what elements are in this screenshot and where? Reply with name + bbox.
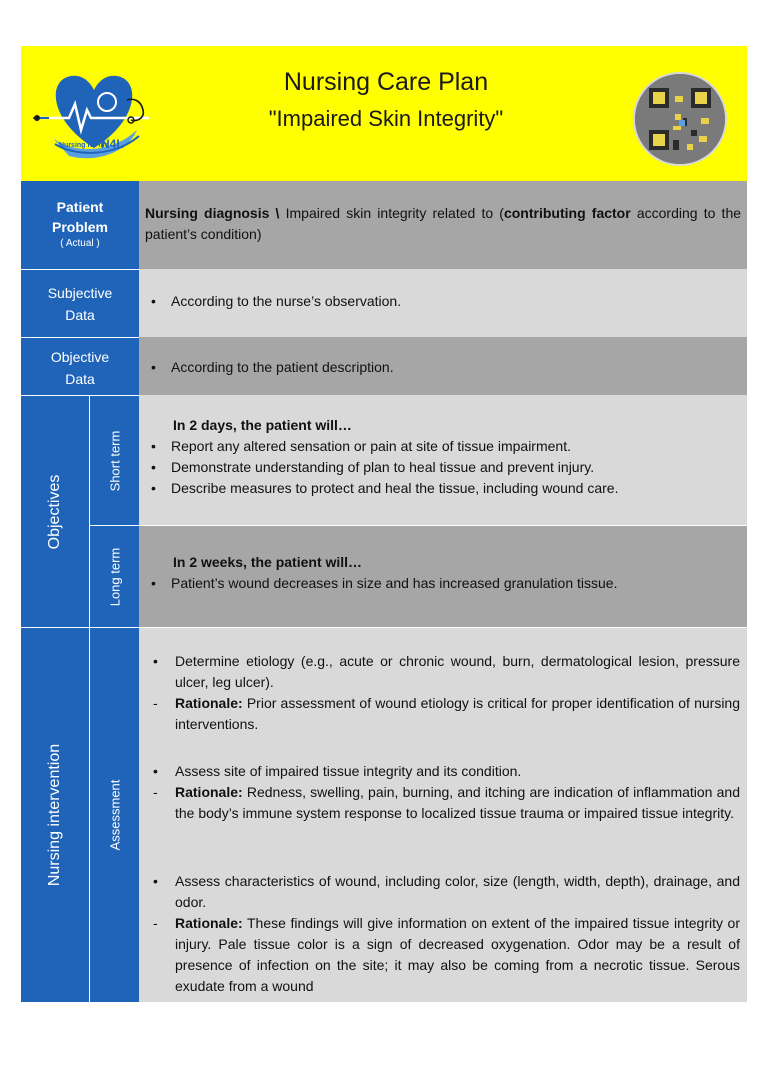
contributing-factor: contributing factor bbox=[503, 205, 631, 221]
objectives-label: Objectives bbox=[46, 474, 63, 549]
diagnosis-label: Nursing diagnosis \ bbox=[145, 205, 280, 221]
subjective-data-row bbox=[21, 269, 747, 337]
short-term-item: • Demonstrate understanding of plan to heal tissue and prevent injury. bbox=[171, 457, 594, 478]
nursing-logo-icon bbox=[29, 60, 159, 170]
objective-data-row bbox=[21, 337, 747, 395]
short-term-lead: In 2 days, the patient will… bbox=[173, 417, 352, 433]
subjective-label-line1: Subjective bbox=[47, 285, 113, 301]
logo-text-left: Nursing for life bbox=[59, 142, 109, 149]
patient-problem-label-sub: ( Actual ) bbox=[60, 238, 100, 249]
diagnosis-text: Impaired skin integrity related to ( bbox=[279, 205, 504, 221]
rationale-text: Redness, swelling, pain, burning, and itching are indication of inflammation and the body’s immune system response to localized tissue trauma or impaired tissue integrity. bbox=[175, 784, 740, 821]
subjective-data-cell bbox=[139, 269, 747, 337]
qr-code-icon bbox=[635, 74, 725, 164]
patient-problem-label bbox=[21, 181, 139, 269]
care-plan-page bbox=[21, 46, 747, 1002]
nursing-intervention-label: Nursing intervention bbox=[46, 743, 63, 887]
page-subtitle: "Impaired Skin Integrity" bbox=[268, 106, 504, 131]
short-term-item: • Describe measures to protect and heal the tissue, including wound care. bbox=[171, 478, 618, 499]
rationale-label: Rationale: bbox=[175, 784, 243, 800]
assessment-rationale bbox=[175, 913, 740, 997]
long-term-label-cell bbox=[89, 525, 139, 627]
objective-data-cell bbox=[139, 337, 747, 395]
short-term-label: Short term bbox=[107, 430, 122, 491]
short-term-item: • Report any altered sensation or pain at site of tissue impairment. bbox=[171, 436, 571, 457]
assessment-rationale bbox=[175, 782, 740, 824]
short-term-cell bbox=[139, 395, 747, 525]
nursing-diagnosis-cell bbox=[139, 181, 747, 269]
rationale-label: Rationale: bbox=[175, 695, 243, 711]
nursing-intervention-label-cell bbox=[21, 627, 89, 1002]
long-term-label: Long term bbox=[107, 547, 122, 606]
patient-problem-row bbox=[21, 181, 747, 269]
objectives-label-cell bbox=[21, 395, 89, 627]
header-banner bbox=[21, 46, 747, 181]
logo-text-right: N4L bbox=[101, 137, 124, 151]
assessment-action: • Assess site of impaired tissue integrity and its condition. bbox=[175, 761, 740, 782]
diagnosis-tail: according to the patient’s condition) bbox=[145, 205, 742, 242]
patient-problem-label-line2: Problem bbox=[51, 219, 108, 235]
objective-bullet: • According to the patient description. bbox=[171, 357, 394, 378]
assessment-action: • Assess characteristics of wound, including color, size (length, width, depth), drainage, and odor. bbox=[175, 871, 740, 913]
rationale-text: These findings will give information on extent of the impaired tissue integrity or injury. Pale tissue color is a sign of decreased oxygenation. Odor may be a result of presence of infection on the site; it may also be coming from a necrotic tissue. Serous exudate from a wound bbox=[175, 915, 740, 994]
assessment-rationale bbox=[175, 693, 740, 735]
objective-label-line2: Data bbox=[65, 371, 95, 387]
objective-label-line1: Objective bbox=[50, 349, 110, 365]
long-term-lead: In 2 weeks, the patient will… bbox=[173, 554, 363, 570]
subjective-label-line2: Data bbox=[65, 307, 95, 323]
objective-data-label bbox=[21, 337, 139, 395]
short-term-label-cell bbox=[89, 395, 139, 525]
long-term-cell bbox=[139, 525, 747, 627]
assessment-action: • Determine etiology (e.g., acute or chronic wound, burn, dermatological lesion, pressure ulcer, leg ulcer). bbox=[175, 651, 740, 693]
assessment-cell bbox=[139, 627, 747, 1002]
long-term-item: • Patient’s wound decreases in size and has increased granulation tissue. bbox=[171, 573, 617, 594]
subjective-bullet: • According to the nurse’s observation. bbox=[171, 291, 401, 312]
assessment-label: Assessment bbox=[107, 779, 122, 851]
rationale-label: Rationale: bbox=[175, 915, 243, 931]
rationale-text: Prior assessment of wound etiology is critical for proper identification of nursing interventions. bbox=[175, 695, 740, 732]
subjective-data-label bbox=[21, 269, 139, 337]
patient-problem-label-line1: Patient bbox=[56, 199, 104, 215]
assessment-label-cell bbox=[89, 627, 139, 1002]
page-title: Nursing Care Plan bbox=[283, 68, 489, 96]
